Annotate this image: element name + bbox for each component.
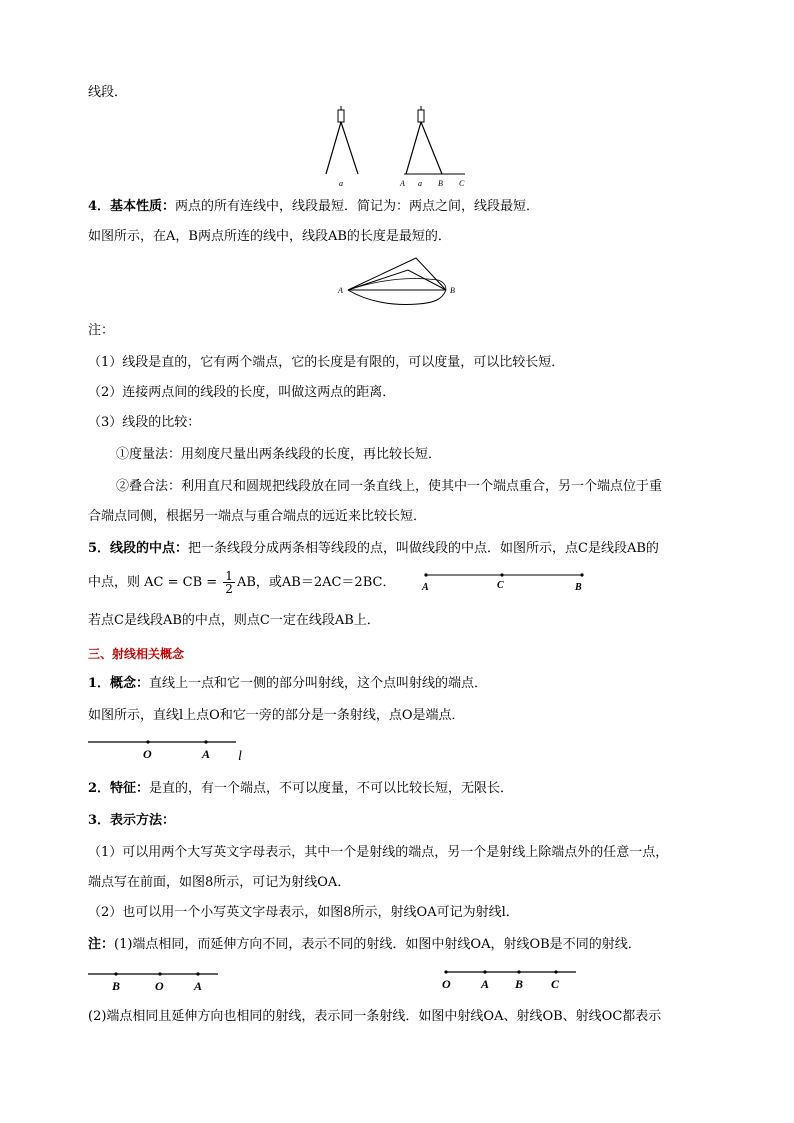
midpoint-figure xyxy=(420,570,590,594)
note-3a: ①度量法：用刻度尺量出两条线段的长度，再比较长短． xyxy=(116,447,442,462)
shortest-path-figure xyxy=(338,250,468,310)
label-A: A xyxy=(194,979,203,993)
p4-title: 4．基本性质： xyxy=(88,199,176,214)
label-A: A xyxy=(338,286,343,295)
label-B: B xyxy=(438,179,443,188)
label-B: B xyxy=(450,286,455,295)
ray-notation-1-line2: 端点写在前面，如图8所示，可记为射线OA． xyxy=(88,875,351,890)
rays-opposite-figure xyxy=(88,968,228,994)
ray-feature xyxy=(88,780,513,798)
ray-concept-b: 如图所示，直线l上点O和它一旁的部分是一条射线，点O是端点． xyxy=(88,708,465,723)
ray-note-1 xyxy=(88,936,641,954)
label-O: O xyxy=(442,977,451,991)
compass-figure xyxy=(320,106,480,191)
label-l: l xyxy=(238,749,242,764)
paragraph-4 xyxy=(88,198,539,216)
ray-notation-2: （2）也可以用一个小写英文字母表示，如图8所示，射线OA可记为射线l． xyxy=(88,905,519,920)
label-O: O xyxy=(143,747,152,761)
label-a1: a xyxy=(339,179,343,188)
ray-figure xyxy=(88,736,258,766)
label-B: B xyxy=(515,977,524,991)
label-B: B xyxy=(575,582,582,593)
text-line: 线段． xyxy=(88,85,128,100)
r1-title: 1．概念： xyxy=(88,676,150,691)
fraction-denominator: 2 xyxy=(225,582,233,596)
label-C: C xyxy=(551,977,560,991)
label-B: B xyxy=(112,979,121,993)
section-3-title: 三、射线相关概念 xyxy=(88,647,185,661)
r2-title: 2．特征： xyxy=(88,781,150,796)
note-1: （1）线段是直的，它有两个端点，它的长度是有限的，可以度量，可以比较长短． xyxy=(88,355,565,370)
p5-text: 把一条线段分成两条相等线段的点，叫做线段的中点．如图所示，点C是线段AB的 xyxy=(188,541,659,556)
rays-same-figure xyxy=(440,966,590,992)
paragraph-4b: 如图所示，在A，B两点所连的线中，线段AB的长度是最短的． xyxy=(88,229,451,244)
label-A: A xyxy=(202,747,211,761)
label-A: A xyxy=(400,179,405,188)
fraction-numerator: 1 xyxy=(225,569,233,583)
paragraph-5c: 若点C是线段AB的中点，则点C一定在线段AB上． xyxy=(88,613,380,628)
note-title: 注： xyxy=(88,323,115,338)
p5b-post: AB，或AB＝2AC＝2BC． xyxy=(236,575,396,590)
p4-text: 两点的所有连线中，线段最短．简记为：两点之间，线段最短． xyxy=(175,199,540,214)
paragraph-5 xyxy=(88,540,659,558)
r3note-title: 注： xyxy=(88,937,115,952)
label-A: A xyxy=(422,582,429,593)
label-O: O xyxy=(155,979,164,993)
ray-note-2: (2)端点相同且延伸方向也相同的射线，表示同一条射线．如图中射线OA、射线OB、射线OC都表示 xyxy=(88,1009,662,1024)
r3note-text: (1)端点相同，而延伸方向不同，表示不同的射线．如图中射线OA，射线OB是不同的射线． xyxy=(114,937,641,952)
paragraph-5b xyxy=(88,568,395,598)
note-3b-line1: ②叠合法：利用直尺和圆规把线段放在同一条直线上，使其中一个端点重合，另一个端点位于重 xyxy=(116,479,663,494)
label-A: A xyxy=(481,977,490,991)
ray-notation-1-line1: （1）可以用两个大写英文字母表示，其中一个是射线的端点，另一个是射线上除端点外的任意一点， xyxy=(88,845,669,860)
ray-concept xyxy=(88,675,487,693)
p5b-pre: 中点，则 AC = CB = xyxy=(88,575,222,590)
note-3b-line2: 合端点同侧，根据另一端点与重合端点的远近来比较长短． xyxy=(88,509,427,524)
note-3: （3）线段的比较： xyxy=(88,415,201,430)
r2-text: 是直的，有一个端点，不可以度量，不可以比较长短，无限长． xyxy=(149,781,514,796)
p5-title: 5．线段的中点： xyxy=(88,541,189,556)
fraction xyxy=(223,570,235,595)
note-2: （2）连接两点间的线段的长度，叫做这两点的距离． xyxy=(88,385,396,400)
label-a2: a xyxy=(418,179,422,188)
r1-text: 直线上一点和它一侧的部分叫射线，这个点叫射线的端点． xyxy=(149,676,488,691)
label-C: C xyxy=(497,580,504,591)
ray-notation-title: 3．表示方法： xyxy=(88,813,176,828)
label-C: C xyxy=(459,179,465,188)
